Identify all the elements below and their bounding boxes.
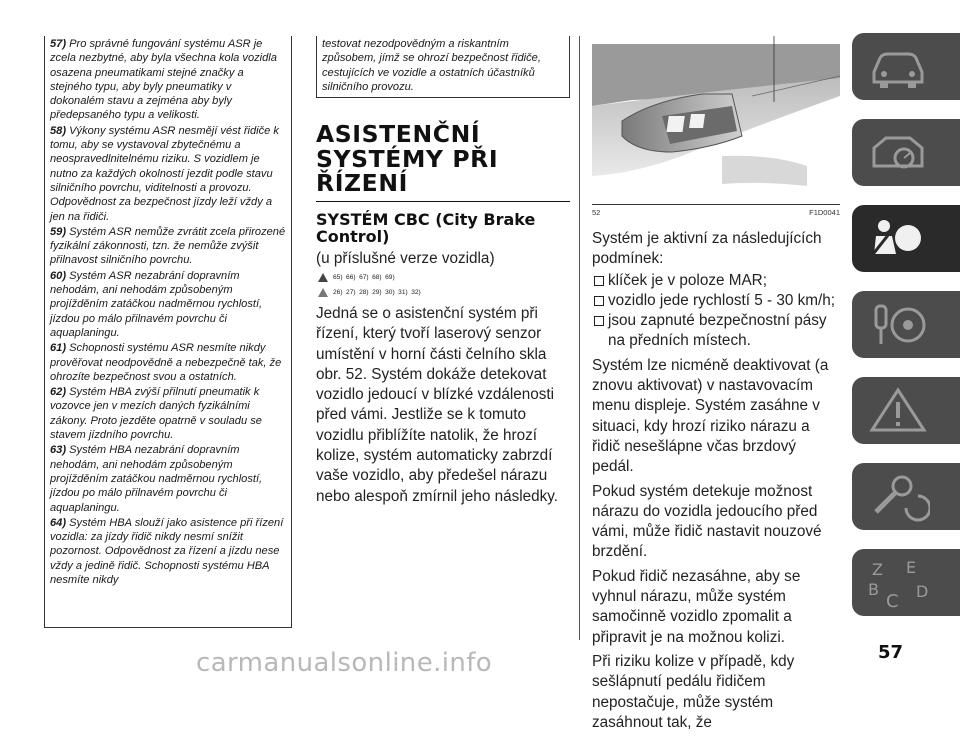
bullet-square-icon <box>594 316 604 326</box>
paragraph: Pokud řidič nezasáhne, aby se vyhnul nárazu, může systém samočinně vozidlo zpomalit a připravit je na možnou kolizi. <box>592 567 801 646</box>
bullet-square-icon <box>594 296 604 306</box>
conditions-intro: Systém je aktivní za následujících podmínek: <box>592 230 822 268</box>
column-divider <box>579 36 580 640</box>
warning-continuation: testovat nezodpovědným a riskantním způsobem, jímž se ohrozí bezpečnost řidiče, cestujících ve vozidle a ostatních účastníků silničního provozu. <box>322 38 541 93</box>
ref-link[interactable]: 68) <box>372 273 382 281</box>
key-start-icon <box>866 300 930 350</box>
ref-link[interactable]: 66) <box>346 273 356 281</box>
condition-item: klíček je v poloze MAR; <box>592 271 840 291</box>
warning-60: 60) Systém ASR nezabrání dopravním nehodám, ani nehodám způsobeným projížděním zatáčkou nadměrnou rychlostí, jízdou po málo přilnavém povrchu či aquaplaningu. <box>50 269 263 339</box>
cbc-heading: SYSTÉM CBC (City Brake Control) <box>316 209 536 246</box>
tab-starting[interactable] <box>852 291 960 358</box>
svg-text:Z: Z <box>872 559 883 579</box>
version-note: (u příslušné verze vozidla) <box>316 249 495 267</box>
ref-link[interactable]: 27) <box>346 288 356 296</box>
warning-refs-row <box>318 271 570 284</box>
ref-link[interactable]: 28) <box>359 288 369 296</box>
paragraph: Systém lze nicméně deaktivovat (a znovu aktivovat) v nastavovacím menu displeje. Systém zasáhne v situaci, kdy hrozí riziko nárazu a řidič nesešlápne včas brzdový pedál. <box>592 356 829 476</box>
middle-column <box>316 36 570 507</box>
warning-62: 62) Systém HBA zvýší přilnutí pneumatik k vozovce jen v mezích daných fyzikálními zákony. Proto jezděte opatrně v souladu se stavem jízdního povrchu. <box>50 386 262 442</box>
tab-safety[interactable] <box>852 205 960 272</box>
ref-link[interactable]: 30) <box>385 288 395 296</box>
ref-link[interactable]: 69) <box>385 273 395 281</box>
windshield-sensor-illustration <box>592 36 840 204</box>
windshield-sensor-figure <box>592 36 840 204</box>
warning-57: 57) Pro správné fungování systému ASR je zcela nezbytné, aby byla všechna kola vozidla osazena pneumatikami stejné značky a stejného typu, aby byly pneumatiky v dokonalém stavu a zejména aby byly předepsaného typu a velikosti. <box>50 38 277 122</box>
airbag-safety-icon <box>866 214 930 264</box>
warning-58: 58) Výkony systému ASR nesmějí vést řidiče k tomu, aby se vystavoval zbytečnému a neospravedlnitelnému riziku. S vozidlem je nutno za každých okolností jezdit podle stavu silničního povrchu, viditelnosti a provozu. Odpovědnost za bezpečnost jízdy leží vždy a jen na řidiči. <box>50 124 279 223</box>
tab-warnings[interactable] <box>852 377 960 444</box>
warning-63: 63) Systém HBA nezabrání dopravním nehodám, ani nehodám způsobeným projížděním zatáčkou nadměrnou rychlostí, jízdou po málo přilnavém povrchu či aquaplaningu. <box>50 444 263 514</box>
car-dashboard-icon <box>866 128 930 178</box>
warning-light-icon <box>866 386 930 436</box>
right-text <box>592 229 840 733</box>
right-column <box>592 36 840 737</box>
index-letters-icon <box>866 555 930 611</box>
watermark: carmanualsonline.info <box>196 648 493 678</box>
warnings-box <box>44 36 292 628</box>
warning-triangle-icon <box>318 273 328 282</box>
ref-link[interactable]: 29) <box>372 288 382 296</box>
warning-64: 64) Systém HBA slouží jako asistence při řízení vozidla: za jízdy řidič nikdy nesmí snížit pozornost. Odpovědnost za řízení a jízdu nese vždy a jedině řidič. Schopnosti systému HBA nesmíte nikdy <box>50 516 284 586</box>
ref-link[interactable]: 65) <box>333 273 343 281</box>
note-refs-row <box>318 286 570 299</box>
service-wrench-icon <box>866 472 930 522</box>
figure-caption <box>592 204 840 217</box>
tab-maintenance[interactable] <box>852 463 960 530</box>
warning-61: 61) Schopnosti systému ASR nesmíte nikdy prověřovat neodpovědně a nebezpečně tak, že ohrozíte bezpečnost svou a ostatních. <box>50 342 282 383</box>
svg-text:D: D <box>916 581 929 601</box>
paragraph: Pokud systém detekuje možnost nárazu do vozidla jedoucího před vámi, může řidič nastavit nouzové brzdění. <box>592 482 822 561</box>
paragraph: Při riziku kolize v případě, kdy sešlápnutí pedálu řidičem nepostačuje, může systém zasáhnout tak, že <box>592 652 795 731</box>
ref-link[interactable]: 32) <box>411 288 421 296</box>
chapter-sidebar <box>852 33 960 638</box>
ref-link[interactable]: 67) <box>359 273 369 281</box>
figure-code: F1D0041 <box>809 208 840 217</box>
condition-item: vozidlo jede rychlostí 5 - 30 km/h; <box>592 291 840 311</box>
car-overview-icon <box>866 42 930 92</box>
cbc-description: Jedná se o asistenční systém při řízení, který tvoří laserový senzor umístění v horní části čelního skla obr. 52. Systém dokáže detekovat vozidlo jedoucí v blízké vzdálenosti před vámi. Jestliže se k tomuto vozidlu přiblížíte natolik, že hrozí kolize, systém automaticky zabrzdí vaše vozidlo, aby předešel nárazu nebo alespoň zmírnil jeho následky. <box>316 304 559 505</box>
tab-index[interactable] <box>852 549 960 616</box>
note-triangle-icon <box>318 288 328 297</box>
warning-continuation-box <box>316 36 570 98</box>
svg-text:C: C <box>886 590 899 611</box>
ref-link[interactable]: 26) <box>333 288 343 296</box>
ref-link[interactable]: 31) <box>398 288 408 296</box>
figure-number: 52 <box>592 208 601 217</box>
section-title: ASISTENČNÍ SYSTÉMY PŘI ŘÍZENÍ <box>316 120 499 198</box>
svg-text:E: E <box>906 557 917 577</box>
tab-car-overview[interactable] <box>852 33 960 100</box>
svg-text:B: B <box>868 579 879 599</box>
condition-item: jsou zapnuté bezpečnostní pásy na předních místech. <box>592 311 840 352</box>
page-number: 57 <box>878 642 904 663</box>
bullet-square-icon <box>594 276 604 286</box>
section-divider <box>316 201 570 202</box>
tab-dashboard[interactable] <box>852 119 960 186</box>
warning-59: 59) Systém ASR nemůže zvrátit zcela přirozené fyzikální zákonnosti, tzn. že nemůže zvýšit přilnavost silničního povrchu. <box>50 225 286 267</box>
